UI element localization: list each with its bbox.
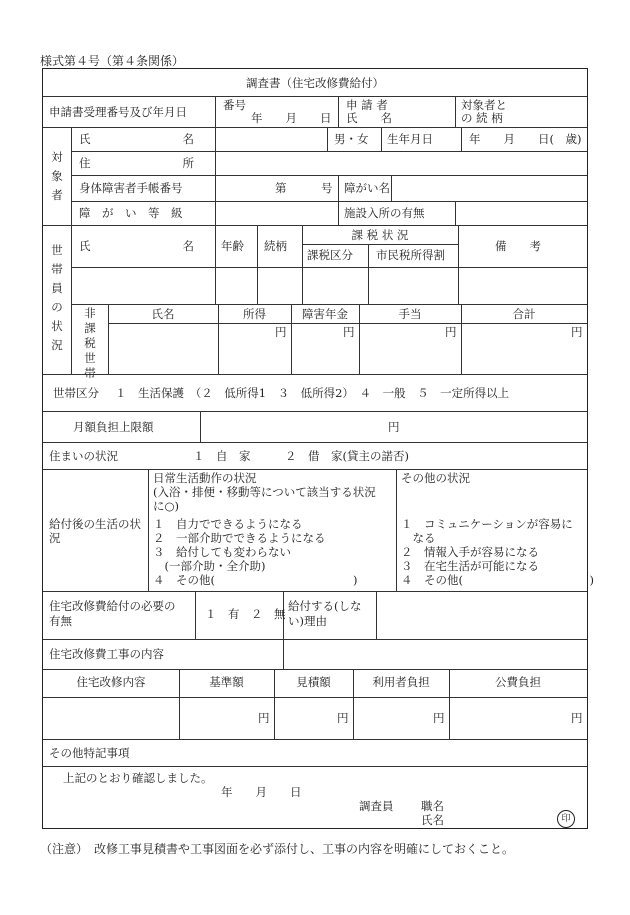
nontax-label: 非 課 税 世 帯 — [84, 306, 96, 380]
rule — [200, 411, 201, 442]
monthly-limit-unit: 円 — [388, 420, 400, 434]
applicant-label: 申 請 者 — [346, 98, 388, 112]
rule — [391, 175, 392, 201]
daily-line: (入浴・排便・移動等について該当する状況 — [153, 485, 376, 499]
grade-label: 障 が い 等 級 — [79, 206, 183, 220]
sex-label: 男・女 — [334, 132, 369, 146]
rule — [43, 739, 587, 740]
form-title: 調査書（住宅改修費給付） — [246, 76, 384, 90]
rule — [338, 175, 339, 225]
yen-pension: 円 — [343, 325, 355, 339]
rule — [43, 697, 587, 698]
rule — [283, 639, 284, 669]
rule — [43, 766, 587, 767]
rule — [71, 127, 72, 225]
rule — [71, 304, 587, 305]
birth-label: 生年月日 — [387, 132, 433, 146]
necessity-label-line1: 住宅改修費給付の必要の — [49, 599, 176, 613]
rule — [195, 591, 196, 639]
disability-name-label: 障がい名 — [344, 181, 390, 195]
rule — [71, 201, 587, 202]
rule — [257, 225, 258, 304]
confirm-text: 上記のとおり確認しました。 — [63, 771, 213, 785]
age-label: 年齢 — [221, 239, 244, 253]
rule — [71, 225, 72, 374]
footnote: （注意） 改修工事見積書や工事図面を必ず添付し、工事の内容を明確にしておくこと。 — [40, 842, 515, 856]
household-relation-label: 続柄 — [264, 239, 287, 253]
household-class-options: １ 生活保護 （２ 低所得1 ３ 低所得2） ４ 一般 ５ 一定所得以上 — [115, 386, 510, 400]
investigator-position-label: 職名 — [421, 799, 444, 813]
survey-form — [42, 68, 594, 829]
handbook-number: 第 号 — [275, 181, 333, 195]
rule — [455, 201, 456, 225]
other-line: ２ 情報入手が容易になる — [401, 545, 539, 559]
relation-label-line2: の 続 柄 — [461, 111, 503, 125]
daily-line: ４ その他( ) — [153, 573, 358, 587]
confirm-date-units: 年 月 日 — [221, 785, 302, 799]
necessity-options: １ 有 ２ 無 — [205, 607, 286, 621]
receipt-date-units: 年 月 日 — [251, 111, 332, 125]
tax-status-label: 課 税 状 況 — [351, 228, 409, 242]
relation-label-line1: 対象者と — [461, 98, 507, 112]
other-line: なる — [401, 531, 436, 545]
other-line: ３ 在宅生活が可能になる — [401, 559, 539, 573]
remarks-label: 備 考 — [495, 239, 541, 253]
daily-line: １ 自力でできるようになる — [153, 517, 303, 531]
rule — [376, 591, 377, 639]
daily-line: ２ 一部介助でできるようになる — [153, 531, 326, 545]
monthly-limit-label: 月額負担上限額 — [73, 420, 154, 434]
rule — [43, 442, 587, 443]
rule — [71, 151, 587, 152]
subject-section-label: 対 象 者 — [51, 150, 63, 202]
household-class-label: 世帯区分 — [53, 386, 99, 400]
birth-units: 年 月 日( 歳) — [469, 132, 582, 146]
handbook-label: 身体障害者手帳番号 — [79, 181, 183, 195]
rule — [43, 669, 587, 670]
receipt-label: 申請書受理番号及び年月日 — [49, 105, 187, 119]
reason-label-line1: 給付する(しな — [288, 599, 362, 613]
applicant-name-label: 氏 名 — [346, 111, 392, 125]
nontax-header-pension: 障害年金 — [302, 307, 348, 321]
work-header-content: 住宅改修内容 — [76, 675, 146, 689]
rule — [108, 323, 587, 324]
yen-allowance: 円 — [445, 325, 457, 339]
investigator-label: 調査員 — [359, 799, 394, 813]
seal-mark: 印 — [557, 810, 575, 828]
form-caption: 様式第４号（第４条関係） — [40, 54, 185, 68]
work-label: 住宅改修費工事の内容 — [49, 647, 164, 661]
rule — [43, 374, 587, 375]
rule — [461, 127, 462, 151]
yen-standard: 円 — [258, 711, 270, 725]
yen-public-burden: 円 — [571, 711, 583, 725]
special-label: その他特記事項 — [49, 746, 130, 760]
reason-label-line2: い)理由 — [288, 614, 327, 628]
number-label: 番号 — [223, 98, 246, 112]
housing-label: 住まいの状況 — [49, 449, 118, 463]
work-header-user-burden: 利用者負担 — [372, 675, 430, 689]
rule — [43, 96, 587, 97]
work-header-public-burden: 公費負担 — [495, 675, 541, 689]
rule — [458, 225, 459, 304]
housing-options: １ 自 家 ２ 借 家(貸主の諾否) — [193, 449, 409, 463]
daily-line: に○) — [153, 499, 180, 513]
after-label-line2: 況 — [49, 531, 61, 545]
work-header-estimate: 見積額 — [296, 675, 331, 689]
nontax-header-allowance: 手当 — [398, 307, 422, 321]
household-section-label: 世 帯 員 の 状 況 — [51, 243, 63, 352]
yen-total: 円 — [571, 325, 583, 339]
rule — [71, 175, 587, 176]
nontax-header-name: 氏名 — [151, 307, 175, 321]
city-tax-label: 市民税所得割 — [376, 248, 445, 262]
rule — [215, 96, 216, 127]
other-line: １ コミュニケーションが容易に — [401, 517, 573, 531]
rule — [43, 591, 587, 592]
investigator-name-label: 氏名 — [421, 813, 444, 827]
facility-label: 施設入所の有無 — [344, 206, 425, 220]
rule — [43, 127, 587, 128]
rule — [455, 96, 456, 127]
rule — [43, 411, 587, 412]
rule — [43, 469, 587, 470]
rule — [71, 267, 587, 268]
address-label: 住 所 — [79, 156, 194, 170]
nontax-header-income: 所得 — [243, 307, 266, 321]
rule — [381, 127, 382, 151]
other-line: ４ その他( ) — [401, 573, 594, 587]
yen-income: 円 — [275, 325, 287, 339]
subject-name-label: 氏 名 — [79, 132, 194, 146]
after-label-line1: 給付後の生活の状 — [49, 517, 141, 531]
necessity-label-line2: 有無 — [49, 614, 72, 628]
yen-estimate: 円 — [337, 711, 349, 725]
rule — [215, 127, 216, 225]
rule — [215, 225, 216, 304]
rule — [148, 469, 149, 591]
other-line: その他の状況 — [401, 471, 470, 485]
rule — [368, 244, 369, 304]
yen-user-burden: 円 — [433, 711, 445, 725]
rule — [396, 469, 397, 591]
daily-line: 日常生活動作の状況 — [153, 471, 257, 485]
rule — [43, 639, 587, 640]
tax-class-label: 課税区分 — [307, 248, 353, 262]
household-name-label: 氏 名 — [79, 239, 194, 253]
rule — [302, 244, 458, 245]
rule — [43, 225, 587, 226]
daily-line: ３ 給付しても変わらない — [153, 545, 291, 559]
rule — [338, 96, 339, 127]
nontax-header-total: 合計 — [512, 307, 536, 321]
daily-line: (一部介助・全介助) — [153, 559, 266, 573]
work-header-standard: 基準額 — [209, 675, 244, 689]
rule — [327, 127, 328, 151]
